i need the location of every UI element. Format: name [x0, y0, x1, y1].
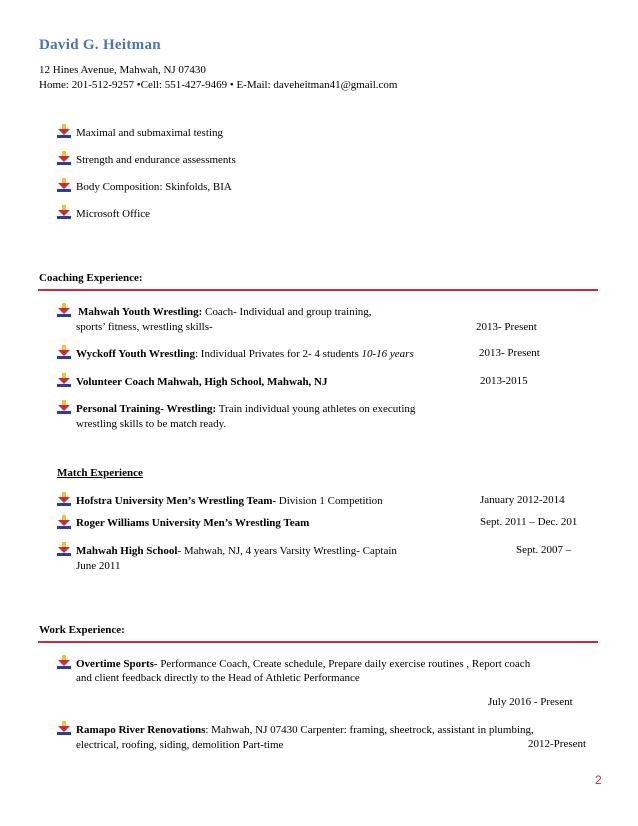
coaching-item-title-line: Mahwah Youth Wrestling: Coach- Individual and group training, — [78, 306, 372, 318]
arrow-bullet-icon — [57, 303, 71, 317]
match-item-title-line: Hofstra University Men’s Wrestling Team- Division 1 Competition — [76, 495, 383, 507]
skill-item: Strength and endurance assessments — [76, 154, 236, 166]
work-item-desc: electrical, roofing, siding, demolition Part-time — [76, 739, 284, 751]
page-number: 2 — [595, 773, 602, 787]
match-item-date: Sept. 2011 – Dec. 201 — [480, 516, 578, 528]
work-item-title-line: Ramapo River Renovations: Mahwah, NJ 07430 Carpenter: framing, sheetrock, assistant in plumbing, — [76, 724, 534, 736]
resume-name: David G. Heitman — [39, 37, 161, 53]
coaching-item-title-line: Volunteer Coach Mahwah, High School, Mahwah, NJ — [76, 376, 328, 388]
arrow-bullet-icon — [57, 205, 71, 219]
work-heading: Work Experience: — [39, 624, 125, 636]
work-item-title-line: Overtime Sports- Performance Coach, Create schedule, Prepare daily exercise routines , Report coach — [76, 658, 531, 670]
arrow-bullet-icon — [57, 373, 71, 387]
arrow-bullet-icon — [57, 492, 71, 506]
skill-item: Microsoft Office — [76, 208, 151, 220]
arrow-bullet-icon — [57, 721, 71, 735]
arrow-bullet-icon — [57, 515, 71, 529]
match-heading: Match Experience — [57, 467, 143, 479]
cell-phone: Cell: 551-427-9469 — [140, 79, 228, 91]
skill-item: Body Composition: Skinfolds, BIA — [76, 181, 232, 193]
coaching-item-desc: wrestling skills to be match ready. — [76, 418, 227, 430]
arrow-bullet-icon — [57, 400, 71, 414]
arrow-bullet-icon — [57, 542, 71, 556]
match-item-title-line: Mahwah High School- Mahwah, NJ, 4 years Varsity Wrestling- Captain — [76, 545, 397, 557]
coaching-item-date: 2013-2015 — [480, 375, 528, 387]
coaching-item-title-line: Wyckoff Youth Wrestling: Individual Privates for 2- 4 students 10-16 years — [76, 348, 414, 360]
section-divider — [38, 289, 598, 291]
work-item-date: 2012-Present — [528, 738, 587, 750]
work-item-date: July 2016 - Present — [488, 696, 573, 708]
coaching-item-title-line: Personal Training- Wrestling: Train individual young athletes on executing — [76, 403, 416, 415]
coaching-item-date: 2013- Present — [476, 321, 537, 333]
coaching-item-desc: sports’ fitness, wrestling skills- — [76, 321, 213, 333]
match-item-desc: June 2011 — [76, 560, 121, 572]
skill-item: Maximal and submaximal testing — [76, 127, 223, 139]
address-line: 12 Hines Avenue, Mahwah, NJ 07430 — [39, 64, 206, 76]
match-item-date: Sept. 2007 – — [516, 544, 572, 556]
arrow-bullet-icon — [57, 151, 71, 165]
match-item-date: January 2012-2014 — [480, 494, 565, 506]
section-divider — [38, 641, 598, 643]
email-address: E-Mail: daveheitman41@gmail.com — [236, 79, 398, 91]
home-phone: Home: 201-512-9257 — [39, 79, 135, 91]
arrow-bullet-icon — [57, 655, 71, 669]
coaching-item-date: 2013- Present — [479, 347, 540, 359]
coaching-heading: Coaching Experience: — [39, 272, 143, 284]
arrow-bullet-icon — [57, 345, 71, 359]
separator-dot: • — [136, 79, 141, 91]
work-item-desc: and client feedback directly to the Head of Athletic Performance — [76, 672, 360, 684]
contact-line — [39, 79, 397, 91]
separator-dot: • — [229, 79, 234, 91]
arrow-bullet-icon — [57, 178, 71, 192]
arrow-bullet-icon — [57, 124, 71, 138]
match-item-title-line: Roger Williams University Men’s Wrestling Team — [76, 517, 310, 529]
